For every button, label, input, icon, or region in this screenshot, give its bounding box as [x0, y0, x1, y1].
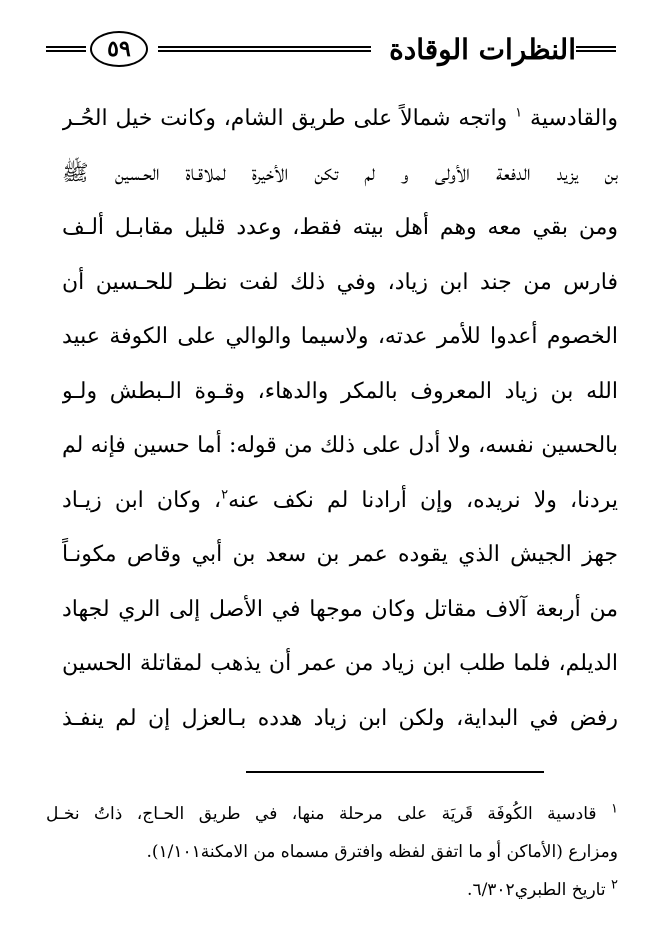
footnote-line: ومزارع (الأماكن أو ما اتفق لفظه وافترق مسماه من الامكنة١/١٠١).: [146, 842, 618, 862]
header-title: النظرات الوقادة: [389, 32, 576, 66]
body-line: من أربعة آلاف مقاتل وكان موجها في الأصل إلى الري لجهاد: [62, 596, 618, 622]
footnote-line: $^١$ قادسية الكُوفَة قَريَة على مرحلة منها، في طريق الحـاج، ذاتُ نخـل: [46, 801, 618, 824]
body-line: رفض في البداية، ولكن ابن زياد هدده بـالعزل إن لم ينفـذ: [62, 705, 618, 731]
body-line: الخصوم أعدوا للأمر عدته، ولاسيما والوالي على الكوفة عبيد: [62, 324, 618, 349]
footnote-line: $^٢$ تاريخ الطبري٦/٣٠٢.: [467, 877, 618, 900]
header-rule-middle: [158, 46, 371, 52]
footnote-separator: [246, 771, 544, 773]
body-text: [62, 92, 618, 746]
body-line: والقادسية $^١$ واتجه شمالاً على طريق الشام، وكانت خيل الحُـر: [62, 105, 618, 131]
header-rule-left: [46, 46, 86, 52]
running-header: [46, 22, 616, 76]
body-line: فارس من جند ابن زياد، وفي ذلك لفت نظـر للحـسين أن: [62, 269, 618, 295]
body-line: الله بن زياد المعروف بالمكر والدهاء، وقـوة الـبطش ولـو: [62, 378, 618, 404]
body-line: بالحسين نفسه، ولا أدل على ذلك من قوله: أما حسين فإنه لم: [62, 433, 618, 458]
body-line: يردنا، ولا نريده، وإن أرادنا لم نكف عنه$^٢$، وكان ابن زيـاد: [62, 487, 618, 513]
body-line: بن يزيد الدفعة الأولى و لم تكن الأخيرة لملاقـاة الحـسين ﷺ: [62, 160, 618, 186]
body-line: الديلم، فلما طلب ابن زياد من عمر أن يذهب لمقاتلة الحسين: [62, 651, 618, 676]
body-line: جهز الجيش الذي يقوده عمر بن سعد بن أبي وقاص مكونـاً: [62, 542, 618, 567]
header-rule-right: [576, 46, 616, 52]
page-number: ٥٩: [90, 31, 148, 67]
footnotes: [46, 795, 618, 909]
body-line: ومن بقي معه وهم أهل بيته فقط، وعدد قليل مقابـل ألـف: [62, 215, 618, 240]
